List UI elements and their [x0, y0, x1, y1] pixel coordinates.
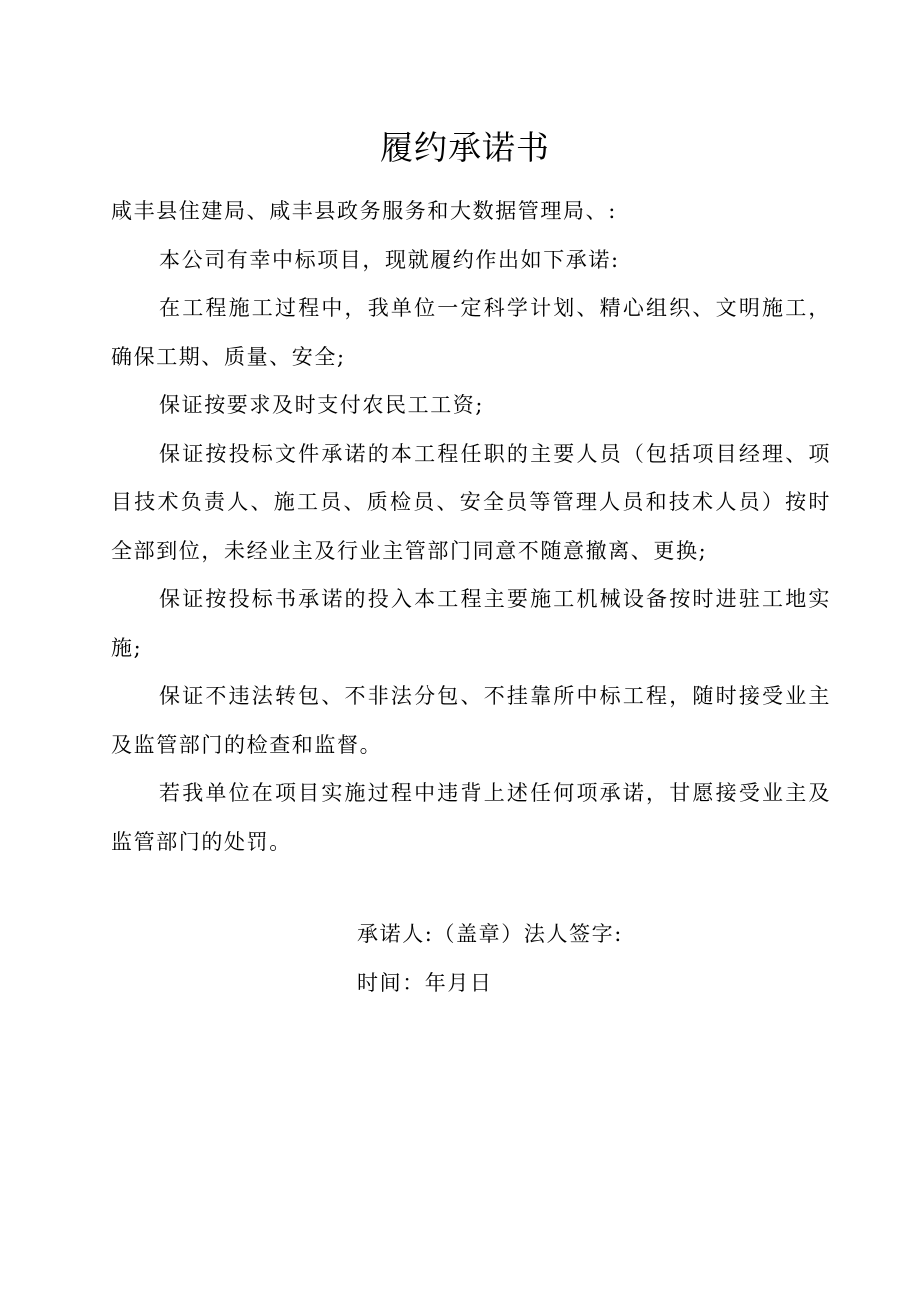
paragraph-intro: 本公司有幸中标项目，现就履约作出如下承诺: [159, 247, 620, 272]
document-body [111, 187, 831, 866]
date-line: 时间：年月日 [357, 970, 493, 995]
paragraph-equipment: 保证按投标书承诺的投入本工程主要施工机械设备按时进驻工地实施; [111, 587, 831, 660]
signer-line: 承诺人:（盖章）法人签字: [357, 922, 623, 946]
paragraph-subcontracting: 保证不违法转包、不非法分包、不挂靠所中标工程，随时接受业主及监管部门的检查和监督。 [111, 684, 831, 757]
paragraph-personnel: 保证按投标文件承诺的本工程任职的主要人员（包括项目经理、项目技术负责人、施工员、质检员、安全员等管理人员和技术人员）按时全部到位，未经业主及行业主管部门同意不随意撤离、更换; [111, 441, 831, 563]
salutation: 咸丰县住建局、咸丰县政务服务和大数据管理局、: [111, 199, 617, 223]
paragraph-construction: 在工程施工过程中，我单位一定科学计划、精心组织、文明施工，确保工期、质量、安全; [111, 296, 831, 369]
paragraph-penalty: 若我单位在项目实施过程中违背上述任何项承诺，甘愿接受业主及监管部门的处罚。 [111, 781, 831, 854]
document-title: 履约承诺书 [380, 128, 550, 167]
paragraph-wages: 保证按要求及时支付农民工工资; [159, 393, 485, 417]
signature-block [357, 910, 623, 1007]
